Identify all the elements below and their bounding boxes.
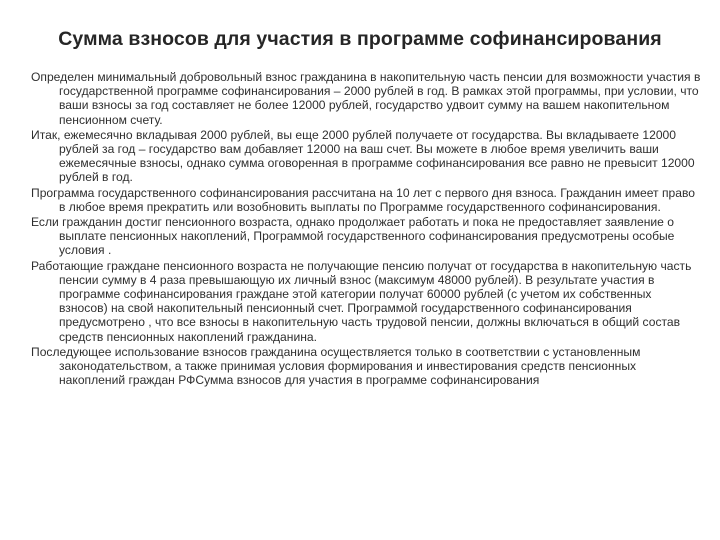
paragraph-program-duration: Программа государственного софинансирования рассчитана на 10 лет с первого дня взноса. Гражданин имеет право в любое время прекратить или возобновить выплаты по Программе государственного софинансирования. xyxy=(31,185,695,214)
paragraph-monthly-contribution: Итак, ежемесячно вкладывая 2000 рублей, вы еще 2000 рублей получаете от государства. Вы вкладываете 12000 рублей за год – государство вам добавляет 12000 на ваш счет. Вы можете в любое время увеличить ваши ежемесячные взносы, однако сумма оговоренная в программе софинансирования все равно не превысит 12000 рублей в год. xyxy=(31,127,695,185)
paragraph-retirement-age: Если гражданин достиг пенсионного возраста, однако продолжает работать и пока не предоставляет заявление о выплате пенсионных накоплений, Программой государственного софинансирования предусмотрены особые условия . xyxy=(31,215,675,258)
paragraph-subsequent-use: Последующее использование взносов гражданина осуществляется только в соответствии с установленным законодательством, а также принимая условия формирования и инвестирования средств пенсионных накоплений граждан РФСумма взносов для участия в программе софинансирования xyxy=(31,344,641,388)
slide-body xyxy=(31,70,701,388)
slide-title: Сумма взносов для участия в программе софинансирования xyxy=(58,28,662,50)
paragraph-minimum-contribution: Определен минимальный добровольный взнос гражданина в накопительную часть пенсии для возможности участия в государственной программе софинансирования – 2000 рублей в год. В рамках этой программы, при условии, что ваши взносы за год составляет не более 12000 рублей, государство удвоит сумму на вашем накопительном пенсионном счету. xyxy=(31,70,701,127)
paragraph-working-pensioners: Работающие граждане пенсионного возраста не получающие пенсию получат от государства в накопительную часть пенсии сумму в 4 раза превышающую их личный взнос (максимум 48000 рублей). В результате участия в программе софинансирования граждане этой категории получат 60000 рублей (с учетом их собственных взносов) на свой накопительный пенсионный счет. Программой государственного софинансирования предусмотрено , что все взносы в накопительную часть трудовой пенсии, должны включаться в общий состав средств пенсионных накоплений гражданина. xyxy=(31,258,692,344)
